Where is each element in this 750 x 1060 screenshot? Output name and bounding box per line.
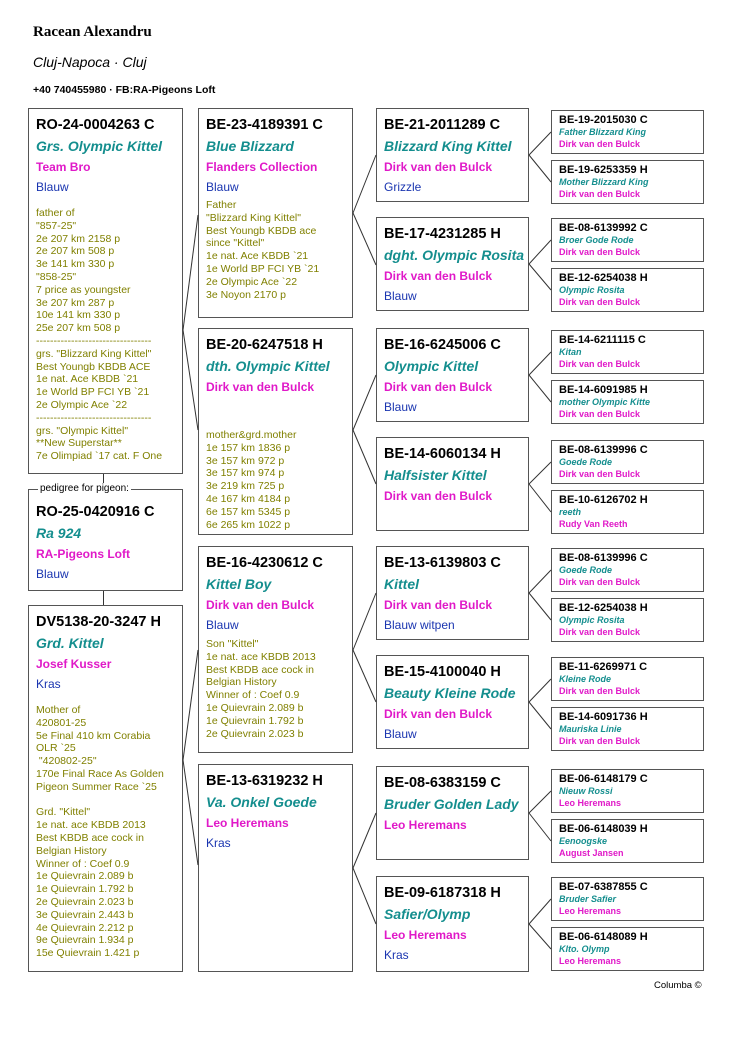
gg-grandparent-card-13[interactable] bbox=[551, 769, 704, 813]
grandparent-notes: mother&grd.mother 1e 157 km 1836 p 3e 157 km 972 p 3e 157 km 974 p 3e 219 km 725 p 4e 167 km 4184 p 6e 157 km 5345 p 6e 265 km 1022 p bbox=[206, 429, 297, 531]
great-grandparent-breeder: Dirk van den Bulck bbox=[384, 707, 493, 721]
gg-grandparent-card-6[interactable] bbox=[551, 380, 704, 424]
subject-card[interactable] bbox=[28, 489, 183, 591]
owner-name: Racean Alexandru bbox=[33, 24, 152, 40]
grandparent-name: Kittel Boy bbox=[206, 576, 272, 592]
great-grandparent-color: Grizzle bbox=[384, 180, 422, 194]
gg-grandparent-card-3[interactable] bbox=[551, 218, 704, 262]
owner-location: Cluj-Napoca · Cluj bbox=[33, 54, 147, 70]
gg-grandparent-name: Kleine Rode bbox=[559, 674, 612, 684]
gg-grandparent-breeder: Dirk van den Bulck bbox=[559, 577, 641, 587]
great-grandparent-name: Halfsister Kittel bbox=[384, 467, 487, 483]
sire-color: Blauw bbox=[36, 180, 69, 194]
grandparent-notes: Son "Kittel" 1e nat. ace KBDB 2013 Best KBDB ace cock in Belgian History Winner of : Coef 0.9 1e Quievrain 2.089 b 1e Quievrain 1.792 b 2e Quievrain 2.023 b bbox=[206, 638, 316, 740]
great-grandparent-name: Bruder Golden Lady bbox=[384, 796, 519, 812]
grandparent-breeder: Dirk van den Bulck bbox=[206, 380, 315, 394]
grandparent-color: Blauw bbox=[206, 618, 239, 632]
grandparent-ring: BE-16-4230612 C bbox=[206, 555, 323, 571]
gg-grandparent-name: Mother Blizzard King bbox=[559, 177, 649, 187]
great-grandparent-ring: BE-14-6060134 H bbox=[384, 446, 501, 462]
gg-grandparent-card-1[interactable] bbox=[551, 110, 704, 154]
grandparent-color: Blauw bbox=[206, 180, 239, 194]
gg-grandparent-card-2[interactable] bbox=[551, 160, 704, 204]
gg-grandparent-ring: BE-14-6091736 H bbox=[559, 711, 648, 723]
gg-grandparent-name: Olympic Rosita bbox=[559, 615, 625, 625]
gg-grandparent-name: Mauriska Linie bbox=[559, 724, 622, 734]
great-grandparent-name: Blizzard King Kittel bbox=[384, 138, 512, 154]
subject-breeder: RA-Pigeons Loft bbox=[36, 547, 130, 561]
grandparent-name: Blue Blizzard bbox=[206, 138, 294, 154]
great-grandparent-color: Kras bbox=[384, 948, 409, 962]
great-grandparent-ring: BE-17-4231285 H bbox=[384, 226, 501, 242]
gg-grandparent-name: mother Olympic Kitte bbox=[559, 397, 651, 407]
footer-credit: Columba © bbox=[654, 980, 702, 991]
grandparent-ring: BE-23-4189391 C bbox=[206, 117, 323, 133]
dam-ring: DV5138-20-3247 H bbox=[36, 614, 161, 630]
great-grandparent-breeder: Dirk van den Bulck bbox=[384, 269, 493, 283]
sire-breeder: Team Bro bbox=[36, 160, 91, 174]
great-grandparent-breeder: Dirk van den Bulck bbox=[384, 380, 493, 394]
gg-grandparent-name: Klto. Olymp bbox=[559, 944, 610, 954]
gg-grandparent-breeder: Dirk van den Bulck bbox=[559, 409, 641, 419]
pedigree-legend: pedigree for pigeon: bbox=[40, 483, 129, 494]
gg-grandparent-card-16[interactable] bbox=[551, 927, 704, 971]
gg-grandparent-ring: BE-12-6254038 H bbox=[559, 602, 648, 614]
grandparent-card-1[interactable] bbox=[198, 108, 353, 318]
gg-grandparent-card-15[interactable] bbox=[551, 877, 704, 921]
gg-grandparent-breeder: Dirk van den Bulck bbox=[559, 469, 641, 479]
subject-ring: RO-25-0420916 C bbox=[36, 504, 155, 520]
subject-name: Ra 924 bbox=[36, 525, 82, 541]
great-grandparent-card-4[interactable] bbox=[376, 437, 529, 531]
gg-grandparent-breeder: August Jansen bbox=[559, 848, 624, 858]
great-grandparent-name: Safier/Olymp bbox=[384, 906, 471, 922]
grandparent-card-3[interactable] bbox=[198, 546, 353, 753]
grandparent-card-2[interactable] bbox=[198, 328, 353, 535]
gg-grandparent-name: Goede Rode bbox=[559, 565, 613, 575]
grandparent-breeder: Flanders Collection bbox=[206, 160, 318, 174]
gg-grandparent-card-4[interactable] bbox=[551, 268, 704, 312]
great-grandparent-card-3[interactable] bbox=[376, 328, 529, 422]
gg-grandparent-breeder: Dirk van den Bulck bbox=[559, 139, 641, 149]
gg-grandparent-card-9[interactable] bbox=[551, 548, 704, 592]
great-grandparent-ring: BE-15-4100040 H bbox=[384, 664, 501, 680]
gg-grandparent-breeder: Leo Heremans bbox=[559, 906, 622, 916]
gg-grandparent-name: reeth bbox=[559, 507, 582, 517]
gg-grandparent-breeder: Leo Heremans bbox=[559, 956, 622, 966]
gg-grandparent-breeder: Rudy Van Reeth bbox=[559, 519, 628, 529]
gg-grandparent-ring: BE-07-6387855 C bbox=[559, 881, 648, 893]
grandparent-color: Kras bbox=[206, 836, 231, 850]
dam-card[interactable] bbox=[28, 605, 183, 972]
dam-color: Kras bbox=[36, 677, 61, 691]
gg-grandparent-card-11[interactable] bbox=[551, 657, 704, 701]
gg-grandparent-name: Broer Gode Rode bbox=[559, 235, 634, 245]
great-grandparent-ring: BE-16-6245006 C bbox=[384, 337, 501, 353]
gg-grandparent-breeder: Dirk van den Bulck bbox=[559, 686, 641, 696]
great-grandparent-color: Blauw witpen bbox=[384, 618, 455, 632]
gg-grandparent-name: Father Blizzard King bbox=[559, 127, 647, 137]
great-grandparent-breeder: Dirk van den Bulck bbox=[384, 489, 493, 503]
gg-grandparent-card-10[interactable] bbox=[551, 598, 704, 642]
grandparent-name: dth. Olympic Kittel bbox=[206, 358, 330, 374]
sire-notes: father of "857-25" 2e 207 km 2158 p 2e 207 km 508 p 3e 141 km 330 p "858-25" 7 price as youngster 3e 207 km 287 p 10e 141 km 330 p 25e 207 km 508 p --------------------------------- grs. "Blizzard King Kittel" Best Youngb KBDB ACE 1e nat. Ace KBDB `21 1e World BP FCI YB `21 2e Olympic Ace `22 --------------------------------- grs. "Olympic Kittel" **New Superstar** 7e Olimpiad `17 cat. F One bbox=[36, 207, 163, 463]
great-grandparent-breeder: Dirk van den Bulck bbox=[384, 160, 493, 174]
great-grandparent-ring: BE-08-6383159 C bbox=[384, 775, 501, 791]
owner-contact: +40 740455980 · FB:RA-Pigeons Loft bbox=[33, 84, 216, 96]
dam-breeder: Josef Kusser bbox=[36, 657, 112, 671]
gg-grandparent-name: Eenoogske bbox=[559, 836, 608, 846]
gg-grandparent-ring: BE-06-6148039 H bbox=[559, 823, 648, 835]
gg-grandparent-ring: BE-06-6148089 H bbox=[559, 931, 648, 943]
great-grandparent-card-1[interactable] bbox=[376, 108, 529, 202]
gg-grandparent-ring: BE-08-6139996 C bbox=[559, 444, 648, 456]
great-grandparent-name: Kittel bbox=[384, 576, 419, 592]
gg-grandparent-ring: BE-08-6139992 C bbox=[559, 222, 648, 234]
great-grandparent-ring: BE-09-6187318 H bbox=[384, 885, 501, 901]
gg-grandparent-breeder: Dirk van den Bulck bbox=[559, 736, 641, 746]
great-grandparent-name: Olympic Kittel bbox=[384, 358, 479, 374]
great-grandparent-card-7[interactable] bbox=[376, 766, 529, 860]
great-grandparent-name: dght. Olympic Rosita bbox=[384, 247, 525, 263]
great-grandparent-breeder: Dirk van den Bulck bbox=[384, 598, 493, 612]
great-grandparent-color: Blauw bbox=[384, 289, 417, 303]
dam-name: Grd. Kittel bbox=[36, 635, 104, 651]
great-grandparent-color: Blauw bbox=[384, 400, 417, 414]
gg-grandparent-ring: BE-14-6091985 H bbox=[559, 384, 648, 396]
great-grandparent-card-8[interactable] bbox=[376, 876, 529, 972]
great-grandparent-breeder: Leo Heremans bbox=[384, 818, 467, 832]
gg-grandparent-card-14[interactable] bbox=[551, 819, 704, 863]
gg-grandparent-name: Goede Rode bbox=[559, 457, 613, 467]
great-grandparent-breeder: Leo Heremans bbox=[384, 928, 467, 942]
gg-grandparent-ring: BE-19-6253359 H bbox=[559, 164, 648, 176]
dam-notes: Mother of 420801-25 5e Final 410 km Corabia OLR `25 "420802-25" 170e Final Race As Golden Pigeon Summer Race `25 Grd. "Kittel" 1e nat. ace KBDB 2013 Best KBDB ace cock in Belgian History Winner of : Coef 0.9 1e Quievrain 2.089 b 1e Quievrain 1.792 b 2e Quievrain 2.023 b 3e Quievrain 2.443 b 4e Quievrain 2.212 p 9e Quievrain 1.934 p 15e Quievrain 1.421 p bbox=[36, 704, 164, 960]
gg-grandparent-ring: BE-12-6254038 H bbox=[559, 272, 648, 284]
gg-grandparent-card-8[interactable] bbox=[551, 490, 704, 534]
gg-grandparent-name: Kitan bbox=[559, 347, 582, 357]
gg-grandparent-ring: BE-11-6269971 C bbox=[559, 661, 648, 673]
gg-grandparent-name: Nieuw Rossi bbox=[559, 786, 613, 796]
gg-grandparent-breeder: Dirk van den Bulck bbox=[559, 189, 641, 199]
great-grandparent-card-5[interactable] bbox=[376, 546, 529, 640]
gg-grandparent-breeder: Dirk van den Bulck bbox=[559, 627, 641, 637]
gg-grandparent-ring: BE-06-6148179 C bbox=[559, 773, 648, 785]
sire-ring: RO-24-0004263 C bbox=[36, 117, 155, 133]
great-grandparent-ring: BE-21-2011289 C bbox=[384, 117, 501, 133]
great-grandparent-ring: BE-13-6139803 C bbox=[384, 555, 501, 571]
gg-grandparent-card-5[interactable] bbox=[551, 330, 704, 374]
great-grandparent-card-6[interactable] bbox=[376, 655, 529, 749]
grandparent-name: Va. Onkel Goede bbox=[206, 794, 317, 810]
grandparent-card-4[interactable] bbox=[198, 764, 353, 972]
gg-grandparent-card-7[interactable] bbox=[551, 440, 704, 484]
great-grandparent-name: Beauty Kleine Rode bbox=[384, 685, 516, 701]
great-grandparent-card-2[interactable] bbox=[376, 217, 529, 311]
gg-grandparent-ring: BE-14-6211115 C bbox=[559, 334, 646, 346]
great-grandparent-color: Blauw bbox=[384, 727, 417, 741]
sire-name: Grs. Olympic Kittel bbox=[36, 138, 163, 154]
gg-grandparent-breeder: Dirk van den Bulck bbox=[559, 359, 641, 369]
grandparent-breeder: Dirk van den Bulck bbox=[206, 598, 315, 612]
connector-line bbox=[103, 590, 104, 606]
gg-grandparent-ring: BE-08-6139996 C bbox=[559, 552, 648, 564]
gg-grandparent-breeder: Leo Heremans bbox=[559, 798, 622, 808]
sire-card[interactable] bbox=[28, 108, 183, 474]
gg-grandparent-breeder: Dirk van den Bulck bbox=[559, 297, 641, 307]
grandparent-notes: Father "Blizzard King Kittel" Best Youngb KBDB ace since "Kittel" 1e nat. Ace KBDB `21 1e World BP FCI YB `21 2e Olympic Ace `22 3e Noyon 2170 p bbox=[206, 199, 320, 301]
subject-color: Blauw bbox=[36, 567, 69, 581]
gg-grandparent-name: Olympic Rosita bbox=[559, 285, 625, 295]
gg-grandparent-card-12[interactable] bbox=[551, 707, 704, 751]
gg-grandparent-ring: BE-19-2015030 C bbox=[559, 114, 648, 126]
gg-grandparent-breeder: Dirk van den Bulck bbox=[559, 247, 641, 257]
gg-grandparent-name: Bruder Safier bbox=[559, 894, 617, 904]
gg-grandparent-ring: BE-10-6126702 H bbox=[559, 494, 648, 506]
grandparent-breeder: Leo Heremans bbox=[206, 816, 289, 830]
grandparent-ring: BE-13-6319232 H bbox=[206, 773, 323, 789]
grandparent-ring: BE-20-6247518 H bbox=[206, 337, 323, 353]
